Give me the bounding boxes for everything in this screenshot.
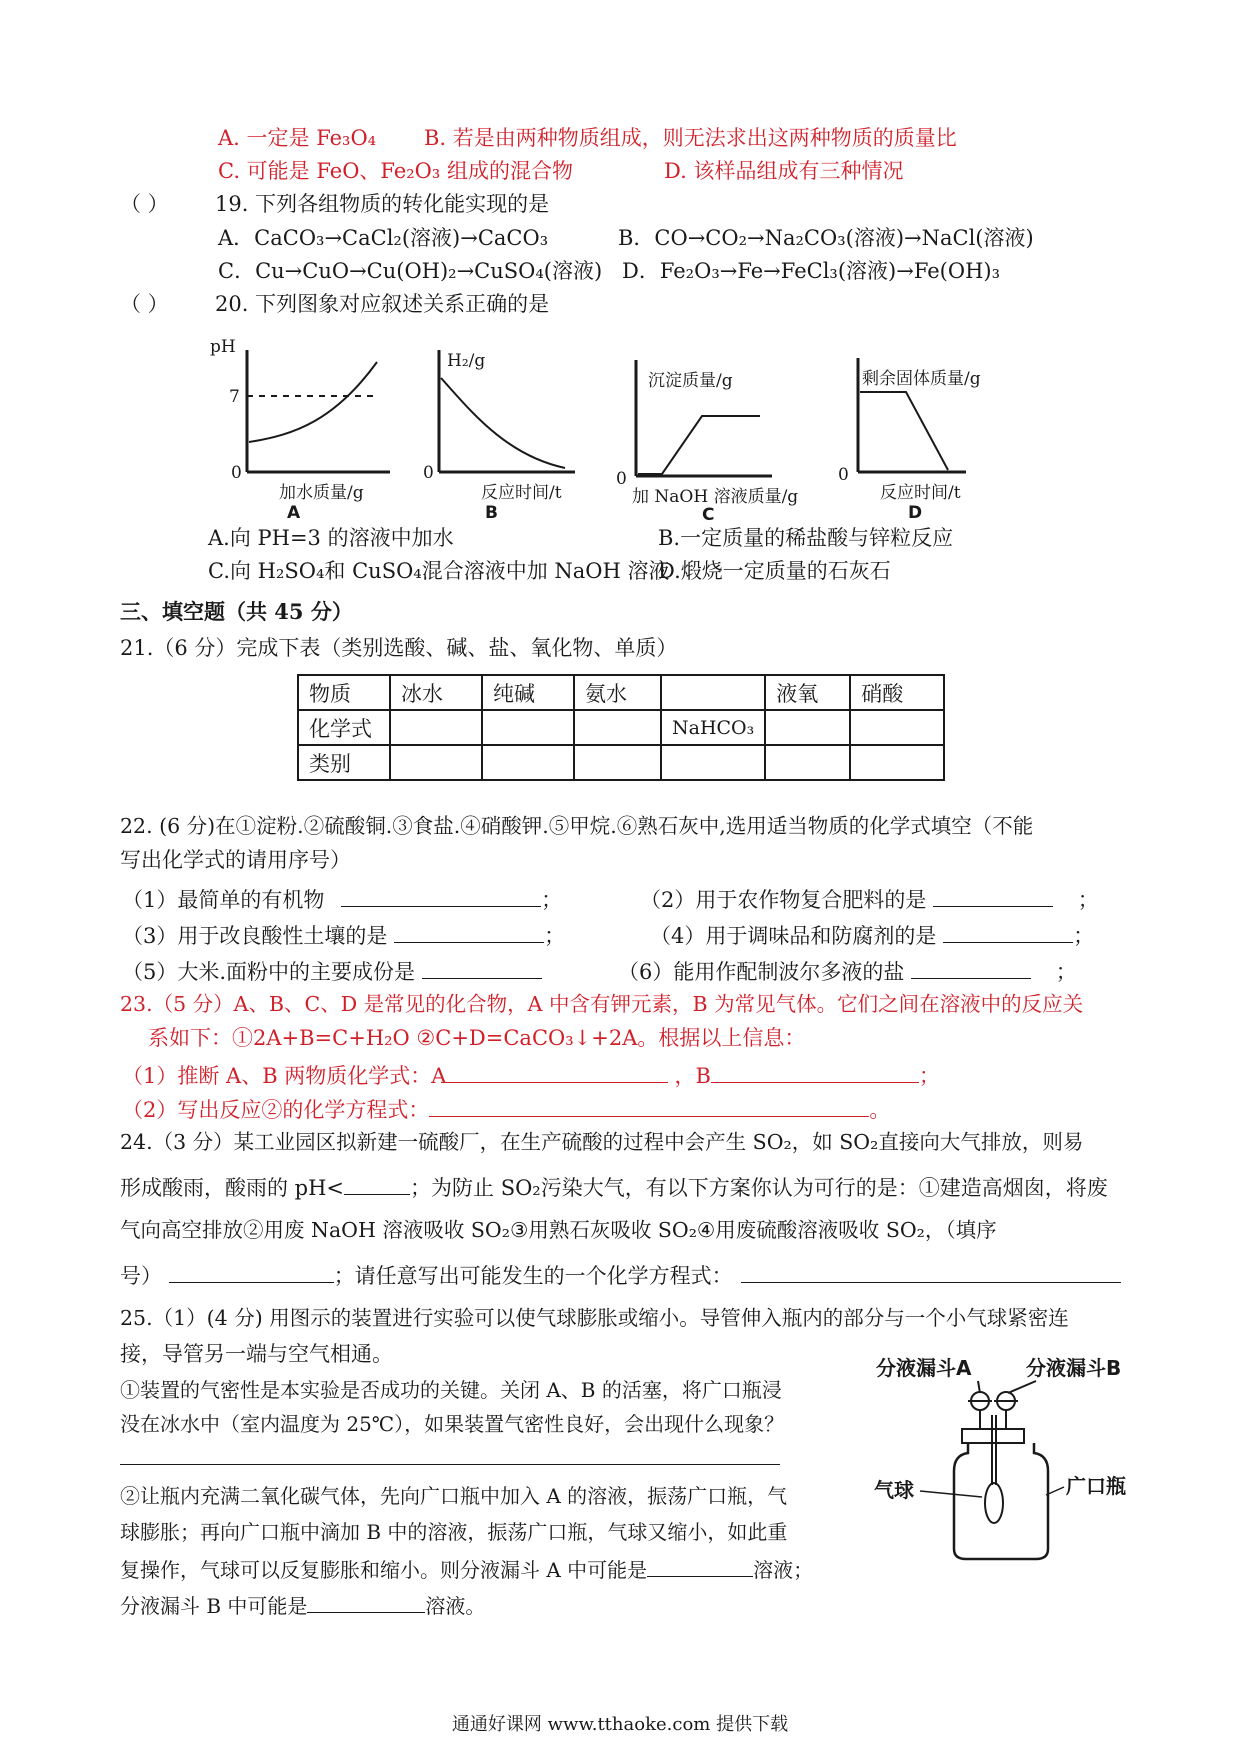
- graph-a-origin: 0: [231, 463, 242, 483]
- table-row: [298, 745, 944, 780]
- q22-semicolon: ；: [1073, 924, 1095, 948]
- graph-d-xlabel: 反应时间/t: [880, 483, 961, 503]
- table-cell: 化学式: [298, 710, 390, 745]
- table-cell: [482, 745, 574, 780]
- q22-part-6: [618, 956, 1077, 986]
- page-footer: 通通好课网 www.tthaoke.com 提供下载: [451, 1714, 789, 1735]
- table-cell: 类别: [298, 745, 390, 780]
- q25-line5: ②让瓶内充满二氧化碳气体，先向广口瓶中加入 A 的溶液，振荡广口瓶，气: [120, 1484, 788, 1508]
- q20-option-b: B.一定质量的稀盐酸与锌粒反应: [658, 526, 954, 550]
- graph-a: [205, 337, 395, 523]
- q25-blank-funnel-b[interactable]: [307, 1590, 425, 1613]
- balloon: [985, 1483, 1003, 1523]
- q23-part-1: [122, 1060, 940, 1090]
- graph-c-letter: C: [702, 505, 715, 525]
- table-cell: [850, 710, 944, 745]
- graph-a-xlabel: 加水质量/g: [279, 483, 364, 503]
- q20-bracket: （ ）: [120, 292, 169, 316]
- q22-semicolon: ；: [1077, 888, 1099, 912]
- q22-part-3-text: （3）用于改良酸性土壤的是: [122, 924, 388, 948]
- q19-bracket: （ ）: [120, 192, 169, 216]
- q23-stem-line1: 23.（5 分）A、B、C、D 是常见的化合物，A 中含有钾元素，B 为常见气体。它们之间在溶液中的反应关: [120, 992, 1084, 1016]
- q24-line2: [120, 1172, 1108, 1202]
- q22-blank-6[interactable]: [911, 956, 1031, 979]
- q22-stem-line1: 22. (6 分)在①淀粉.②硫酸铜.③食盐.④硝酸钾.⑤甲烷.⑥熟石灰中,选用适当物质的化学式填空（不能: [120, 814, 1034, 838]
- q22-part-5: [122, 956, 542, 986]
- q22-part-5-text: （5）大米.面粉中的主要成份是: [122, 960, 416, 984]
- q25-line2: 接，导管另一端与空气相通。: [120, 1342, 393, 1366]
- table-cell: 纯碱: [482, 675, 574, 710]
- q23-blank-a[interactable]: [446, 1060, 668, 1083]
- table-cell: 冰水: [390, 675, 482, 710]
- q22-semicolon: ；: [1055, 960, 1077, 984]
- q22-semicolon: ；: [541, 888, 563, 912]
- graph-c-curve: [638, 416, 760, 474]
- graph-a-ylabel: pH: [210, 337, 236, 357]
- q22-part-1-text: （1）最简单的有机物: [122, 888, 325, 912]
- graph-c-ylabel: 沉淀质量/g: [648, 371, 733, 391]
- q24-line1: 24.（3 分）某工业园区拟新建一硫酸厂，在生产硫酸的过程中会产生 SO₂，如 SO₂直接向大气排放，则易: [120, 1130, 1084, 1154]
- section-3-title: 三、填空题（共 45 分）: [120, 599, 353, 624]
- q18-option-a: A. 一定是 Fe₃O₄: [218, 126, 377, 150]
- table-cell: [482, 710, 574, 745]
- q25-line8: [120, 1590, 485, 1620]
- table-cell: 物质: [298, 675, 390, 710]
- q24-blank-choice[interactable]: [169, 1260, 334, 1283]
- q19-stem: 19. 下列各组物质的转化能实现的是: [215, 192, 550, 216]
- graph-b: [415, 340, 595, 523]
- q25-line6: 球膨胀；再向广口瓶中滴加 B 中的溶液，振荡广口瓶，气球又缩小，如此重: [120, 1520, 788, 1544]
- q22-part-1: [122, 884, 562, 914]
- graph-d-origin: 0: [838, 465, 849, 485]
- graph-b-xlabel: 反应时间/t: [481, 483, 562, 503]
- q23-blank-b[interactable]: [711, 1060, 919, 1083]
- q22-part-6-text: （6）能用作配制波尔多液的盐: [618, 960, 905, 984]
- q18-option-d: D. 该样品组成有三种情况: [664, 159, 904, 183]
- table-row: [298, 710, 944, 745]
- q22-blank-1[interactable]: [341, 884, 541, 907]
- q23-part-2-text: （2）写出反应②的化学方程式：: [122, 1098, 430, 1122]
- graph-b-curve: [441, 378, 565, 468]
- graph-c: [612, 340, 812, 525]
- q25-line3: ①装置的气密性是本实验是否成功的关键。关闭 A、B 的活塞，将广口瓶浸: [120, 1378, 782, 1402]
- q20-stem: 20. 下列图象对应叙述关系正确的是: [215, 292, 550, 316]
- q22-stem-line2: 写出化学式的请用序号）: [120, 848, 351, 872]
- q25-line7-b: 溶液；: [753, 1558, 814, 1582]
- q25-line1: 25.（1）(4 分) 用图示的装置进行实验可以使气球膨胀或缩小。导管伸入瓶内的部分与一个小气球紧密连: [120, 1306, 1069, 1330]
- graph-d-curve: [860, 392, 948, 470]
- q19-option-c: C．Cu→CuO→Cu(OH)₂→CuSO₄(溶液): [218, 259, 603, 283]
- q23-part-2: [122, 1094, 890, 1124]
- graph-a-letter: A: [287, 503, 301, 523]
- q22-part-2-text: （2）用于农作物复合肥料的是: [640, 888, 927, 912]
- bottle-label: 广口瓶: [1066, 1474, 1126, 1498]
- funnel-a-label: 分液漏斗A: [876, 1356, 972, 1380]
- q22-part-2: [640, 884, 1099, 914]
- q18-option-b: B. 若是由两种物质组成，则无法求出这两种物质的质量比: [424, 126, 957, 150]
- q25-line7: [120, 1554, 813, 1584]
- table-cell: [661, 745, 765, 780]
- q22-part-3: [122, 920, 565, 950]
- q25-line8-a: 分液漏斗 B 中可能是: [120, 1594, 308, 1618]
- table-cell: [765, 745, 850, 780]
- q23-part-1-text: （1）推断 A、B 两物质化学式：A: [122, 1064, 447, 1088]
- graph-b-ylabel: H₂/g: [447, 351, 486, 371]
- q22-semicolon: ；: [544, 924, 566, 948]
- graph-b-letter: B: [485, 503, 498, 523]
- q24-line4: [120, 1260, 1121, 1290]
- q24-line2-a: 形成酸雨，酸雨的 pH<: [120, 1176, 345, 1200]
- graph-c-xlabel: 加 NaOH 溶液质量/g: [632, 487, 799, 507]
- q19-option-a: A．CaCO₃→CaCl₂(溶液)→CaCO₃: [218, 226, 549, 250]
- q25-line4: 没在冰水中（室内温度为 25℃），如果装置气密性良好，会出现什么现象？: [120, 1412, 785, 1436]
- table-cell: 氨水: [574, 675, 661, 710]
- table-cell: [574, 710, 661, 745]
- graph-c-origin: 0: [616, 469, 627, 489]
- table-row: [298, 675, 944, 710]
- q24-line4-a: 号）: [120, 1264, 162, 1288]
- q23-stem-line2: 系如下：①2A+B=C+H₂O ②C+D=CaCO₃↓+2A。根据以上信息：: [148, 1026, 806, 1050]
- table-cell: 液氧: [765, 675, 850, 710]
- q20-option-a: A.向 PH=3 的溶液中加水: [208, 526, 454, 550]
- q22-part-4: [650, 920, 1094, 950]
- funnel-b-label: 分液漏斗B: [1026, 1356, 1122, 1380]
- q25-answer-line[interactable]: [120, 1464, 780, 1465]
- q22-blank-4[interactable]: [943, 920, 1073, 943]
- q23-period: 。: [869, 1098, 891, 1122]
- q24-line2-b: ；为防止 SO₂污染大气，有以下方案你认为可行的是：①建造高烟囱，将废: [410, 1176, 1108, 1200]
- q22-blank-3[interactable]: [394, 920, 544, 943]
- q18-option-c: C. 可能是 FeO、Fe₂O₃ 组成的混合物: [218, 159, 573, 183]
- q21-table: [297, 674, 945, 781]
- q21-stem: 21.（6 分）完成下表（类别选酸、碱、盐、氧化物、单质）: [120, 636, 678, 660]
- bottle: [954, 1443, 1048, 1559]
- q23-semicolon: ；: [918, 1064, 940, 1088]
- q20-option-c: C.向 H₂SO₄和 CuSO₄混合溶液中加 NaOH 溶液: [208, 559, 670, 583]
- q23-part-1-b: ，B: [674, 1064, 711, 1088]
- graph-d-letter: D: [908, 503, 923, 523]
- graph-b-origin: 0: [423, 463, 434, 483]
- table-cell: NaHCO₃: [661, 710, 765, 745]
- q19-option-d: D．Fe₂O₃→Fe→FeCl₃(溶液)→Fe(OH)₃: [622, 259, 1000, 283]
- q24-blank-equation[interactable]: [741, 1260, 1121, 1283]
- graph-d: [826, 340, 1016, 523]
- q22-blank-2[interactable]: [933, 884, 1053, 907]
- q19-option-b: B．CO→CO₂→Na₂CO₃(溶液)→NaCl(溶液): [618, 226, 1034, 250]
- q25-blank-funnel-a[interactable]: [647, 1554, 753, 1577]
- table-cell: 硝酸: [850, 675, 944, 710]
- q24-line4-b: ；请任意写出可能发生的一个化学方程式：: [333, 1264, 733, 1288]
- q25-line7-a: 复操作，气球可以反复膨胀和缩小。则分液漏斗 A 中可能是: [120, 1558, 648, 1582]
- table-cell: [390, 745, 482, 780]
- graph-a-ref-tick: 7: [229, 387, 240, 407]
- q25-line8-b: 溶液。: [425, 1594, 486, 1618]
- table-cell: [765, 710, 850, 745]
- q23-blank-equation[interactable]: [429, 1094, 869, 1117]
- q22-part-4-text: （4）用于调味品和防腐剂的是: [650, 924, 937, 948]
- q24-line3: 气向高空排放②用废 NaOH 溶液吸收 SO₂③用熟石灰吸收 SO₂④用废硫酸溶液吸收 SO₂，（填序: [120, 1218, 997, 1242]
- q24-blank-ph[interactable]: [344, 1172, 410, 1195]
- table-cell: [390, 710, 482, 745]
- table-cell: [574, 745, 661, 780]
- graph-a-curve: [249, 362, 377, 442]
- q20-option-d: D.煅烧一定质量的石灰石: [658, 559, 891, 583]
- graph-d-ylabel: 剩余固体质量/g: [862, 369, 981, 389]
- apparatus-figure: [870, 1345, 1150, 1575]
- q22-blank-5[interactable]: [422, 956, 542, 979]
- table-cell: [850, 745, 944, 780]
- table-cell: [661, 675, 765, 710]
- balloon-label: 气球: [874, 1478, 914, 1502]
